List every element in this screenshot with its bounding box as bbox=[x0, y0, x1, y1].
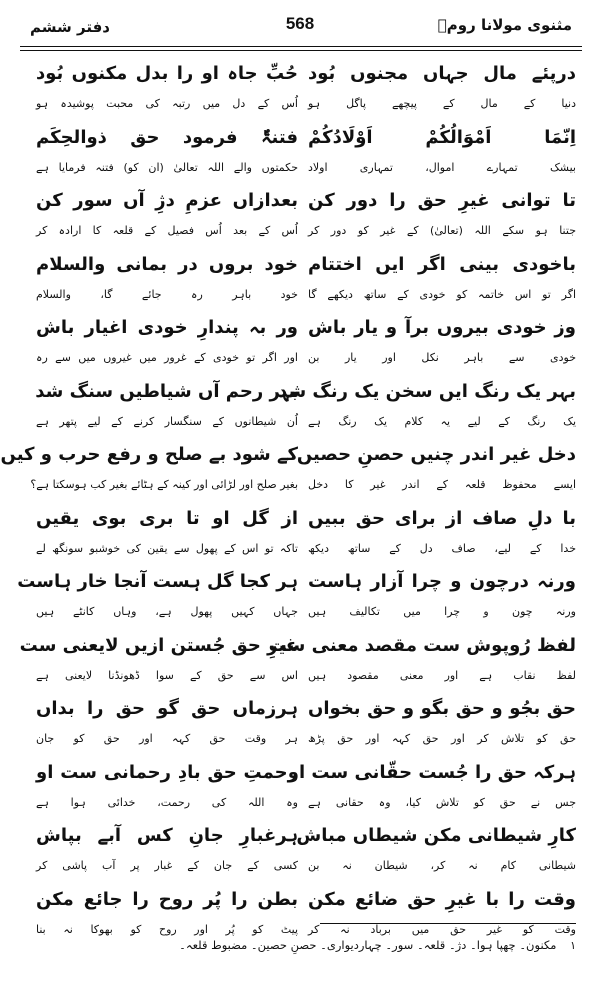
persian-verse: فتنۃٌ فرمود حق ذوالحِکَم bbox=[36, 126, 298, 148]
persian-verse: درپئے مال جہاں مجنوں بُود bbox=[308, 63, 576, 84]
persian-verse: ور بہ پندارِ خودی اغیار باش bbox=[36, 317, 298, 338]
persian-verse: بہر یک رنگ ایں سخن یک رنگ شد bbox=[278, 380, 576, 402]
page-number: 568 bbox=[285, 14, 315, 33]
persian-verse: رحمتِ حق بادِ رحمانی ست او bbox=[36, 761, 298, 783]
urdu-translation: وہ اللہ کی رحمت، خدائی ہوا ہے bbox=[36, 795, 298, 809]
urdu-translation: وقت کو غیر حق میں برباد نہ کر bbox=[308, 922, 576, 936]
persian-verse: با دلِ صاف از برای حق ببیں bbox=[308, 507, 576, 529]
footnote-text: مکنون۔ چھپا ہوا۔ دژ۔ قلعہ۔ سور۔ چہاردیواری۔ حصنِ حصین۔ مضبوط قلعہ۔ bbox=[179, 938, 557, 952]
persian-verse: بعدازاں عزمِ دژِ آں سور کن bbox=[36, 190, 298, 211]
urdu-translation: پیٹ کو پُر اور روح کو بھوکا نہ بنا bbox=[36, 922, 298, 936]
persian-verse: کارِ شیطانی مکن شیطاں مباش bbox=[296, 825, 576, 846]
urdu-translation: خدا کے لیے، صاف دل کے ساتھ دیکھ bbox=[308, 541, 576, 555]
footnote bbox=[179, 938, 576, 952]
urdu-translation: خود باہر رہ جائے گا، والسلام bbox=[36, 287, 298, 301]
urdu-translation: لفظ نقاب ہے اور معنی مقصود ہیں bbox=[308, 668, 576, 682]
urdu-translation: یک رنگ کے لیے یہ کلام یک رنگ ہے bbox=[308, 414, 576, 428]
urdu-translation: حکمتوں والے اللہ تعالیٰ (ان کو) فتنہ فرمایا ہے bbox=[36, 160, 298, 174]
couplet bbox=[308, 55, 576, 119]
urdu-translation: شیطانی کام نہ کر، شیطان نہ بن bbox=[308, 859, 576, 872]
couplet bbox=[36, 55, 298, 119]
couplet bbox=[36, 119, 298, 183]
couplet bbox=[296, 436, 576, 500]
couplet bbox=[36, 246, 298, 310]
urdu-translation: حق کو تلاش کر اور حق کہہ اور حق پڑھ bbox=[308, 732, 576, 745]
persian-verse: وقت را با غیرِ حق ضائع مکن bbox=[308, 888, 576, 910]
couplet bbox=[36, 817, 298, 881]
couplet bbox=[268, 627, 576, 691]
urdu-translation: اس سے حق کے سوا ڈھونڈنا لایعنی ہے bbox=[36, 668, 298, 682]
urdu-translation: جس نے حق کو تلاش کیا، وہ حقانی ہے bbox=[308, 795, 576, 809]
urdu-translation: اگر تو اس خاتمہ کو خودی کے ساتھ دیکھے گا bbox=[308, 287, 576, 301]
couplet bbox=[36, 309, 298, 373]
couplet bbox=[36, 500, 298, 564]
page-header bbox=[18, 4, 582, 46]
persian-verse: خود بروں در بمانی والسلام bbox=[36, 253, 298, 275]
left-column bbox=[0, 55, 298, 944]
urdu-translation: دنیا کے مال کے پیچھے پاگل ہو bbox=[308, 97, 576, 110]
urdu-translation: جہاں کہیں پھول ہے، وہاں کانٹے ہیں bbox=[36, 605, 298, 618]
persian-verse: باخودی بینی اگر ایں اختتام bbox=[308, 253, 576, 275]
urdu-translation: اور اگر تو خودی کے غرور میں غیروں میں سے رہ bbox=[36, 351, 298, 364]
couplet bbox=[36, 690, 298, 754]
footnote-marker: ۱ bbox=[570, 939, 576, 952]
couplet bbox=[308, 309, 576, 373]
persian-verse: حق بجُو و حق بگو و حق بخواں bbox=[308, 698, 576, 719]
couplet bbox=[308, 182, 576, 246]
urdu-translation: اُن شیطانوں کے سنگسار کرنے کے لیے پتھر ہے bbox=[36, 414, 298, 428]
couplet bbox=[36, 373, 298, 437]
persian-verse: ہرغبارِ جانِ کس آبے بپاش bbox=[36, 825, 298, 846]
urdu-translation: اُس کے بعد اُس فصیل کے قلعہ کا ارادہ کر bbox=[36, 224, 298, 237]
couplet bbox=[278, 373, 576, 437]
couplet bbox=[287, 754, 576, 818]
couplet bbox=[308, 690, 576, 754]
urdu-translation: جتنا ہو سکے اللہ (تعالیٰ) کے غیر کو دور کر bbox=[308, 224, 576, 237]
persian-verse: بطن را پُر روح را جائع مکن bbox=[36, 888, 298, 910]
couplet bbox=[0, 436, 298, 500]
couplet bbox=[19, 627, 298, 691]
couplet bbox=[308, 563, 576, 627]
persian-verse: ہرزماں حق گو حق را بداں bbox=[36, 698, 298, 719]
persian-verse: کے شود بے صلح و رفع حرب و کیں bbox=[0, 444, 298, 465]
header-rule bbox=[20, 46, 582, 51]
persian-verse: ہرکہ حق را جُست حقّانی ست او bbox=[287, 761, 576, 783]
persian-verse: بہر رحم آں شیاطیں سنگ شد bbox=[35, 380, 298, 402]
couplet bbox=[308, 119, 576, 183]
persian-verse: از گل او تا بری بوی یقیں bbox=[36, 507, 298, 529]
persian-verse: ورنہ درچون و چرا آزار ہاست bbox=[308, 571, 576, 592]
urdu-translation: بغیر صلح اور لڑائی اور کینہ کے ہٹائے بغیر کب ہوسکتا ہے؟ bbox=[30, 478, 298, 491]
couplet bbox=[36, 881, 298, 945]
couplet bbox=[308, 500, 576, 564]
couplet bbox=[308, 246, 576, 310]
book-title: مثنوی مولانا رومؒ bbox=[437, 16, 572, 34]
persian-verse: وز خودی بیروں برآ و یار باش bbox=[308, 317, 576, 338]
couplet bbox=[36, 754, 298, 818]
volume-title: دفتر ششم bbox=[30, 18, 110, 36]
urdu-translation: کسی کے جان کے غبار پر آب پاشی کر bbox=[36, 859, 298, 872]
persian-verse: حُبِّ جاہ او را بدل مکنوں بُود bbox=[36, 63, 298, 84]
urdu-translation: اُس کے دل میں رتبہ کی محبت پوشیدہ ہو bbox=[36, 97, 298, 110]
right-column bbox=[268, 55, 576, 944]
persian-verse: تا توانی غیرِ حق را دور کن bbox=[308, 190, 576, 211]
couplet bbox=[296, 817, 576, 881]
urdu-translation: ایسے محفوظ قلعہ کے اندر غیر کا دخل bbox=[308, 478, 576, 491]
persian-verse: ہر کجا گل ہست آنجا خار ہاست bbox=[17, 571, 298, 592]
urdu-translation: بیشک تمہارے اموال، تمہاری اولاد bbox=[308, 160, 576, 174]
persian-verse: اِنّمَا اَمْوَالُکُمْ اَوْلَادُکُمْ bbox=[308, 126, 576, 148]
footnote-divider bbox=[320, 923, 576, 924]
persian-verse: لفظ رُوپوش ست مقصد معنی ست bbox=[268, 634, 576, 656]
persian-verse: دخل غیر اندر چنیں حصنِ حصیں bbox=[296, 444, 576, 465]
couplet bbox=[308, 881, 576, 945]
urdu-translation: ہر وقت حق کہہ اور حق کو جان bbox=[36, 732, 298, 745]
couplet bbox=[36, 182, 298, 246]
persian-verse: غیرِ حق جُستن ازیں لایعنی ست bbox=[19, 634, 298, 656]
urdu-translation: ورنہ چون و چرا میں تکالیف ہیں bbox=[308, 605, 576, 618]
urdu-translation: خودی سے باہر نکل اور یار بن bbox=[308, 351, 576, 364]
couplet bbox=[17, 563, 298, 627]
urdu-translation: تاکہ تو اس کے پھول سے یقین کی خوشبو سونگھ لے bbox=[36, 541, 298, 555]
